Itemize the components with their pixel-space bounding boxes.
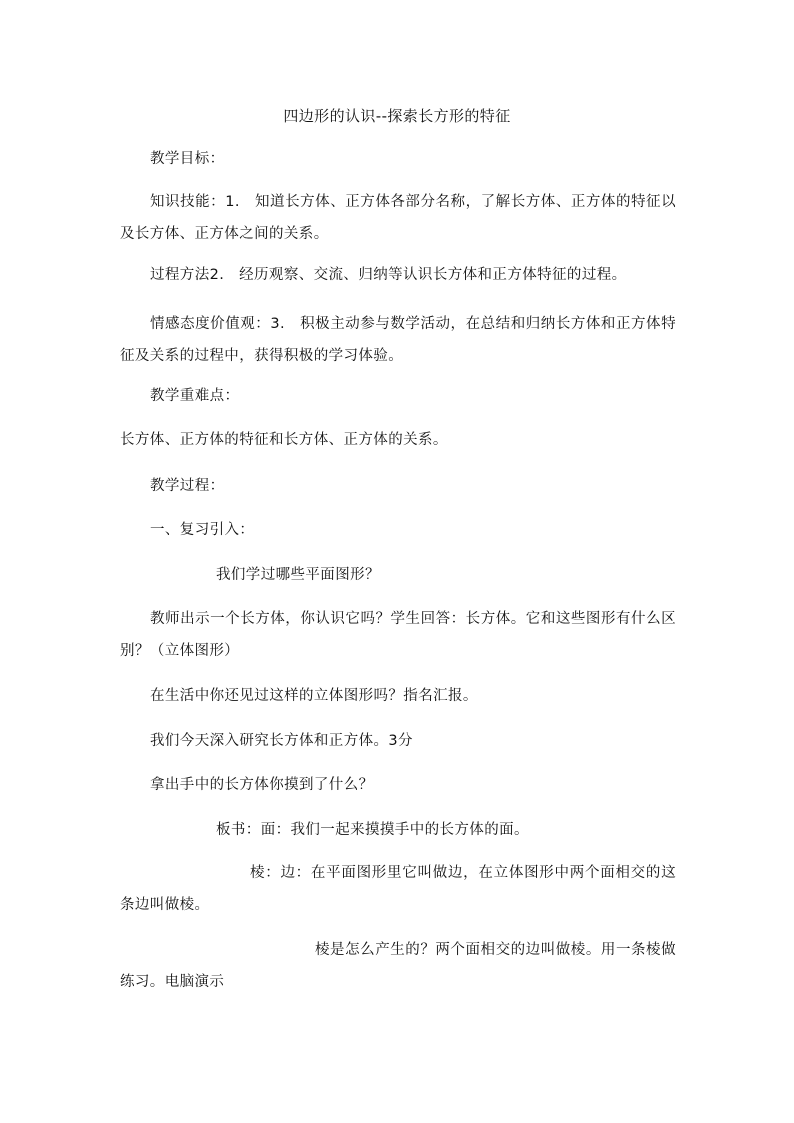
paragraph: 情感态度价值观：3. 积极主动参与数学活动，在总结和归纳长方体和正方体特征及关系的过程中，获得积极的学习体验。 (120, 316, 676, 364)
paragraph: 教学目标： (150, 151, 225, 167)
paragraph: 长方体、正方体的特征和长方体、正方体的关系。 (120, 432, 448, 448)
paragraph: 教学过程： (150, 478, 225, 494)
paragraph: 我们学过哪些平面图形？ (216, 567, 380, 583)
paragraph: 教师出示一个长方体，你认识它吗？学生回答：长方体。它和这些图形有什么区别？（立体图形） (120, 611, 676, 659)
paragraph: 拿出手中的长方体你摸到了什么？ (150, 777, 374, 793)
paragraph: 教学重难点： (150, 388, 240, 404)
paragraph: 棱：边：在平面图形里它叫做边，在立体图形中两个面相交的这条边叫做棱。 (120, 865, 676, 913)
paragraph: 板书：面：我们一起来摸摸手中的长方体的面。 (216, 822, 529, 838)
paragraph: 一、复习引入： (150, 522, 255, 538)
paragraph: 知识技能：1. 知道长方体、正方体各部分名称，了解长方体、正方体的特征以及长方体、正方体之间的关系。 (120, 194, 676, 242)
paragraph: 过程方法2. 经历观察、交流、归纳等认识长方体和正方体特征的过程。 (150, 267, 627, 283)
paragraph: 我们今天深入研究长方体和正方体。3分 (150, 733, 413, 749)
document-title: 四边形的认识--探索长方形的特征 (283, 107, 511, 125)
paragraph: 棱是怎么产生的？两个面相交的边叫做棱。用一条棱做练习。电脑演示 (120, 942, 676, 990)
paragraph: 在生活中你还见过这样的立体图形吗？指名汇报。 (150, 688, 478, 704)
